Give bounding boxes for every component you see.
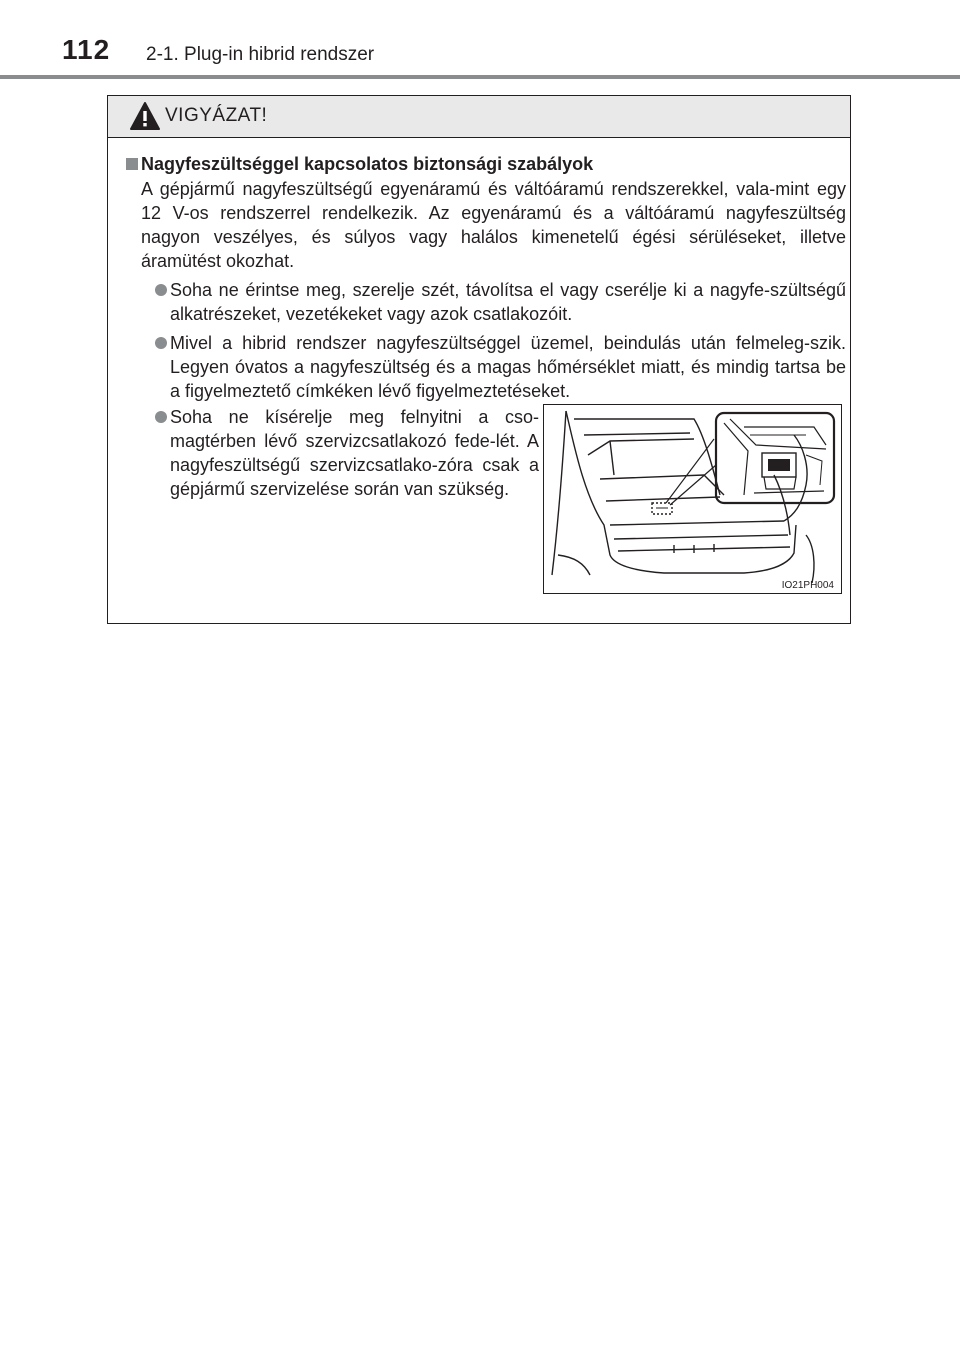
list-item-text: Mivel a hibrid rendszer nagyfeszültséggel üzemel, beindulás után felmeleg-szik. Legyen óvatos a nagyfeszültség és a magas hőmérséklet miatt, és mindig tartsa be a figyelmeztető címkéken lévő figyelmeztetéseket. (170, 333, 846, 401)
figure-row (126, 405, 846, 591)
caution-box (107, 95, 851, 624)
list-item (141, 405, 539, 501)
list-item (141, 278, 846, 326)
round-bullet-icon (155, 337, 167, 349)
square-bullet-icon (126, 158, 138, 170)
list-item (141, 331, 846, 403)
caution-intro: A gépjármű nagyfeszültségű egyenáramú és váltóáramú rendszerekkel, vala-mint egy 12 V-os rendszerrel rendelkezik. Az egyenáramú és a váltóáramú nagyfeszültség nagyon veszélyes, és súlyos vagy halálos kimenetelű égési sérüléseket, illetve áramütést okozhat. (141, 179, 846, 271)
page-number: 112 (62, 34, 111, 65)
caution-subheading-text: Nagyfeszültséggel kapcsolatos biztonsági szabályok (141, 154, 594, 174)
figure-trunk-service-plug (543, 404, 842, 594)
caution-title: VIGYÁZAT! (165, 105, 268, 126)
list-item-text: Soha ne érintse meg, szerelje szét, távolítsa el vagy cserélje ki a nagyfe-szültségű alkatrészeket, vezetékeket vagy azok csatlakozóit. (170, 280, 846, 324)
caution-content (126, 153, 846, 591)
caution-subheading (126, 153, 846, 176)
header-divider (0, 75, 960, 79)
list-item-text: Soha ne kísérelje meg felnyitni a cso-magtérben lévő szervizcsatlakozó fede-lét. A nagyfeszültségű szervizcsatlako-zóra csak a gépjármű szervizelése során van szükség. (170, 407, 539, 499)
figure-code: IO21PH004 (781, 580, 834, 591)
warning-triangle-icon (129, 101, 161, 131)
section-title: 2-1. Plug-in hibrid rendszer (146, 44, 375, 65)
round-bullet-icon (155, 411, 167, 423)
round-bullet-icon (155, 284, 167, 296)
trunk-service-plug-illustration (544, 405, 841, 593)
caution-header (108, 96, 850, 138)
